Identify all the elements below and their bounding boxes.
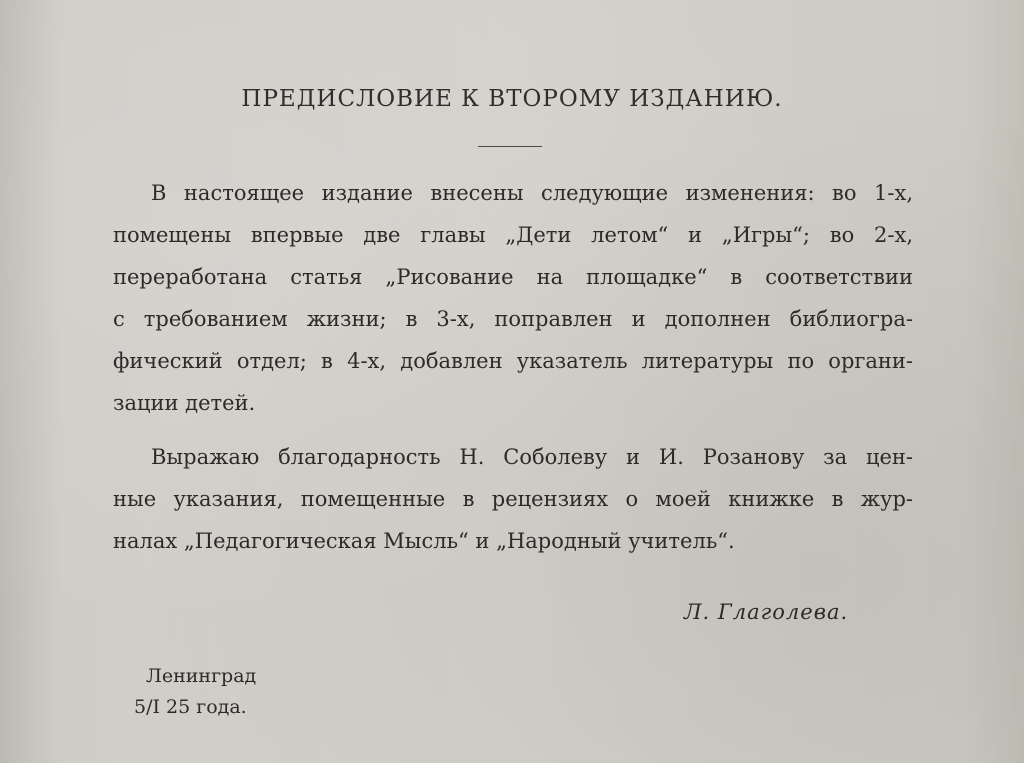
place-line: Ленинград xyxy=(146,665,257,687)
title-divider xyxy=(478,146,542,147)
paragraph-thanks xyxy=(113,436,913,562)
page-title: ПРЕДИСЛОВИЕ К ВТОРОМУ ИЗДАНИЮ. xyxy=(241,86,783,112)
text-line: Выражаю благодарность Н. Соболеву и И. Розанову за цен- xyxy=(151,445,913,469)
date-line: 5/I 25 года. xyxy=(134,696,247,718)
text-line: ные указания, помещенные в рецензиях о моей книжке в жур- xyxy=(113,487,913,511)
text-line: В настоящее издание внесены следующие изменения: во 1-х, xyxy=(151,181,913,205)
paragraph-changes xyxy=(113,172,913,424)
text-line: с требованием жизни; в 3-х, поправлен и дополнен библиогра- xyxy=(113,307,913,331)
text-line: помещены впервые две главы „Дети летом“ и „Игры“; во 2-х, xyxy=(113,223,913,247)
author-signature: Л. Глаголева. xyxy=(684,600,849,624)
text-line: фический отдел; в 4-х, добавлен указатель литературы по органи- xyxy=(113,349,913,373)
text-line: налах „Педагогическая Мысль“ и „Народный учитель“. xyxy=(113,529,735,553)
text-line: переработана статья „Рисование на площадке“ в соответствии xyxy=(113,265,913,289)
text-line: зации детей. xyxy=(113,391,256,415)
